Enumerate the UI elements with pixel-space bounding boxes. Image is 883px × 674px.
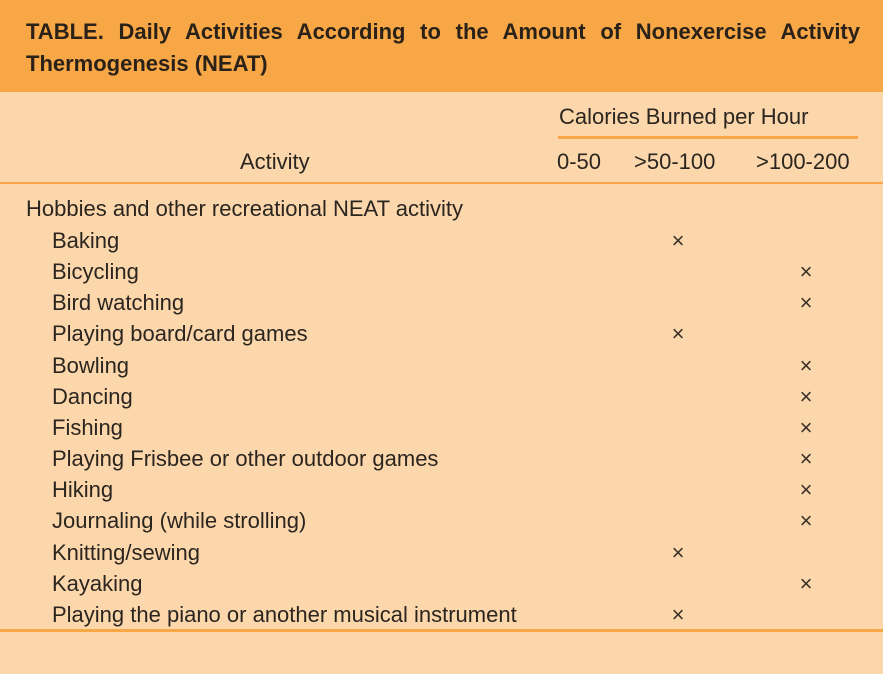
- activity-label: Knitting/sewing: [52, 539, 200, 565]
- calorie-range-mark: ×: [799, 383, 813, 409]
- table-row: [0, 413, 883, 444]
- activity-label: Playing the piano or another musical instrument: [52, 601, 517, 627]
- group-header-rule: [558, 136, 858, 139]
- activity-label: Playing board/card games: [52, 321, 308, 347]
- bottom-rule: [0, 629, 883, 632]
- activity-label: Bowling: [52, 352, 130, 378]
- table-title: TABLE. Daily Activities According to the Amount of Nonexercise Activity Thermogenesis (NEAT): [26, 19, 860, 76]
- title-band: [0, 0, 883, 92]
- calorie-range-mark: ×: [799, 352, 813, 378]
- activity-label: Fishing: [52, 414, 123, 440]
- calorie-range-mark: ×: [799, 477, 813, 503]
- column-header-100-200: >100-200: [756, 149, 850, 174]
- column-header-50-100: >50-100: [634, 149, 716, 174]
- table-row: [0, 226, 883, 257]
- calorie-range-mark: ×: [799, 259, 813, 285]
- table-row: [0, 538, 883, 569]
- activity-label: Kayaking: [52, 570, 143, 596]
- table-row: [0, 288, 883, 319]
- calorie-range-mark: ×: [799, 508, 813, 534]
- column-header-0-50: 0-50: [557, 149, 602, 174]
- table-row: [0, 600, 883, 631]
- table-row: [0, 569, 883, 600]
- table-row: [0, 257, 883, 288]
- table-row: [0, 506, 883, 537]
- table-row: [0, 382, 883, 413]
- column-header-activity: Activity: [240, 149, 310, 174]
- calorie-range-mark: ×: [671, 228, 685, 253]
- calorie-range-mark: ×: [671, 539, 685, 565]
- activity-label: Playing Frisbee or other outdoor games: [52, 446, 439, 472]
- activity-label: Bird watching: [52, 290, 185, 316]
- header-rule: [0, 182, 883, 184]
- activity-label: Baking: [52, 228, 120, 253]
- calorie-range-mark: ×: [799, 290, 813, 316]
- activity-label: Dancing: [52, 383, 133, 409]
- activity-label: Journaling (while strolling): [52, 508, 307, 534]
- calorie-range-mark: ×: [671, 601, 685, 627]
- calorie-range-mark: ×: [799, 414, 813, 440]
- calorie-range-mark: ×: [799, 570, 813, 596]
- table-row: [0, 444, 883, 475]
- activity-label: Bicycling: [52, 259, 139, 285]
- table-row: [0, 319, 883, 350]
- activity-rows: [0, 226, 883, 631]
- table-row: [0, 351, 883, 382]
- section-heading: Hobbies and other recreational NEAT activity: [26, 196, 463, 221]
- activity-label: Hiking: [52, 477, 114, 503]
- calorie-range-mark: ×: [799, 446, 813, 472]
- table-row: [0, 475, 883, 506]
- calories-group-header: Calories Burned per Hour: [559, 104, 809, 129]
- calorie-range-mark: ×: [671, 321, 685, 347]
